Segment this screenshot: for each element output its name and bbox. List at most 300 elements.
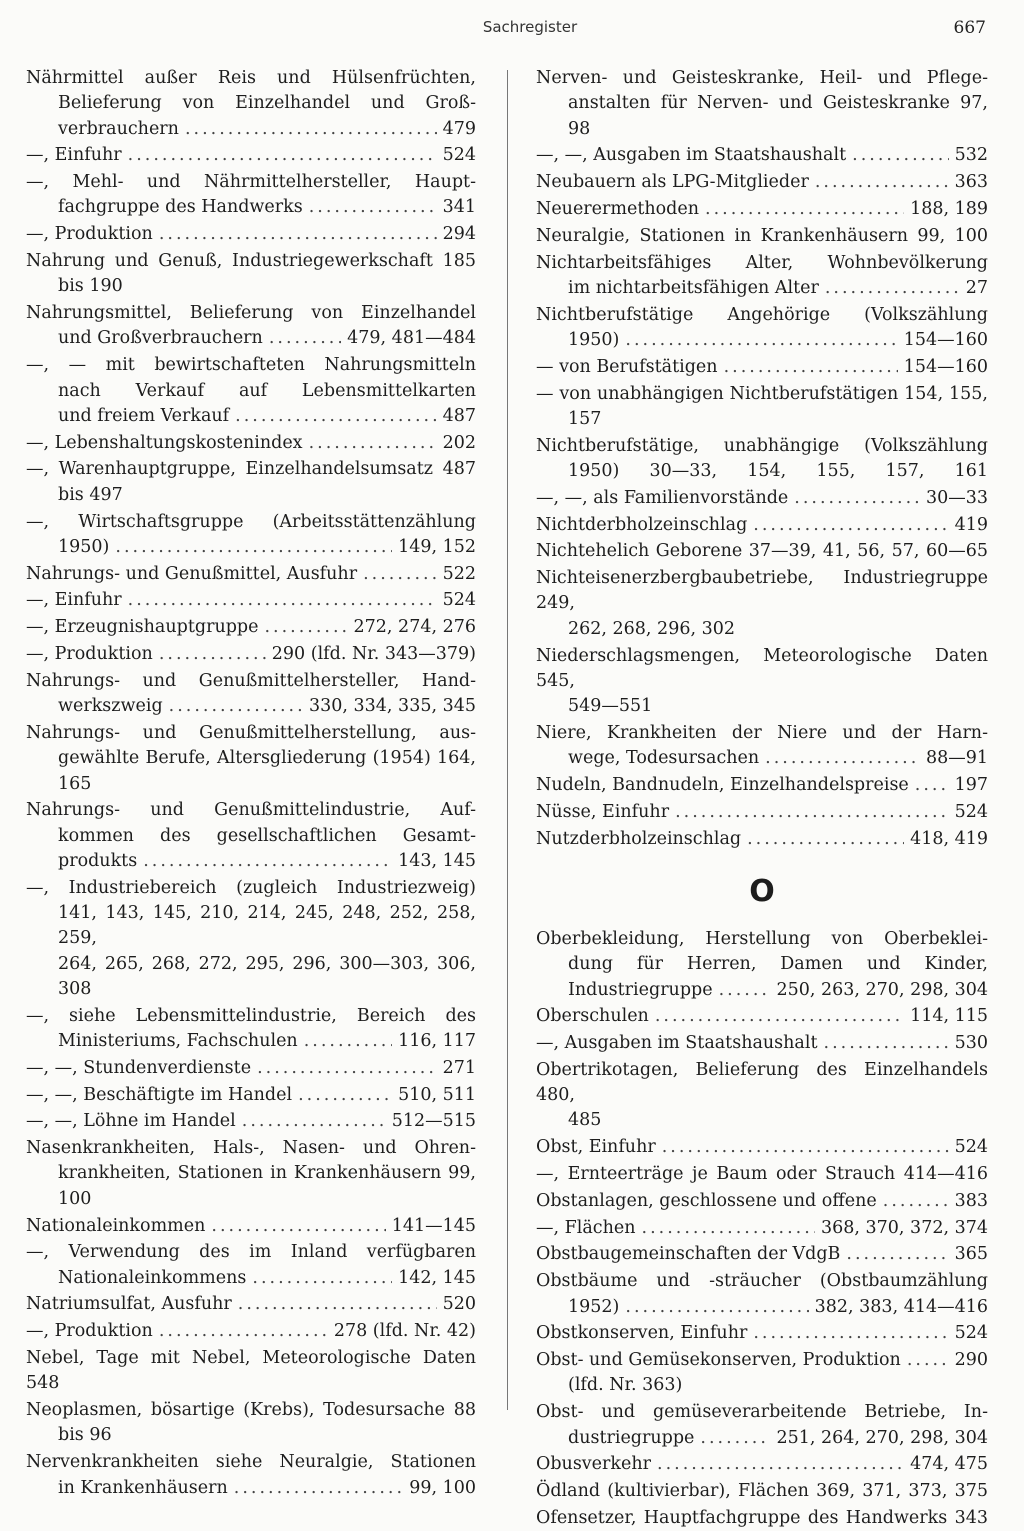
column-divider	[507, 70, 508, 1410]
index-entry	[26, 562, 476, 587]
entry-line-with-pages	[26, 1214, 476, 1239]
entry-text: Obstbaugemeinschaften der VdgB	[536, 1244, 841, 1265]
index-entry	[26, 1136, 476, 1212]
entry-text: bis 190	[58, 276, 123, 297]
entry-text: fachgruppe des Handwerks	[58, 197, 303, 218]
entry-text: Niere, Krankheiten der Niere und der Harn-	[536, 722, 988, 743]
dot-leader	[143, 849, 392, 874]
entry-line-with-pages	[536, 1348, 988, 1373]
entry-text: werkszweig	[58, 696, 163, 717]
entry-text: Ministeriums, Fachschulen	[58, 1030, 298, 1051]
index-entry	[536, 644, 988, 720]
page-references: 418, 419	[910, 828, 988, 849]
index-entry	[26, 143, 476, 168]
entry-text: —, Warenhauptgruppe, Einzelhandelsumsatz 487	[26, 459, 476, 480]
dot-leader	[655, 1004, 904, 1029]
index-entry	[536, 1269, 988, 1320]
entry-text: Obusverkehr	[536, 1454, 652, 1475]
index-entry	[26, 1056, 476, 1081]
index-entry	[26, 1109, 476, 1134]
entry-text: —, Produktion	[26, 224, 153, 245]
entry-text: —, —, Beschäftigte im Handel	[26, 1084, 293, 1105]
dot-leader	[675, 800, 949, 825]
page-references: 290	[954, 1350, 988, 1371]
dot-leader	[915, 773, 949, 798]
dot-leader	[825, 276, 960, 301]
index-entry	[26, 222, 476, 247]
entry-text: krankheiten, Stationen in Krankenhäusern 99,	[58, 1163, 476, 1184]
dot-leader	[309, 195, 437, 220]
index-entry	[536, 1321, 988, 1346]
page-references: 522	[442, 563, 476, 584]
entry-text: Nationaleinkommens	[58, 1267, 247, 1288]
index-entry	[26, 1214, 476, 1239]
page-references: 330, 334, 335, 345	[309, 696, 476, 717]
page-references: 114, 115	[910, 1006, 988, 1027]
page-references: 520	[442, 1294, 476, 1315]
entry-text: dung für Herren, Damen und Kinder,	[568, 954, 988, 975]
entry-line-with-pages	[536, 143, 988, 168]
entry-text: 485	[568, 1110, 602, 1131]
page-references: 510, 511	[398, 1084, 476, 1105]
entry-line-with-pages	[536, 355, 988, 380]
entry-text: — von Berufstätigen	[536, 356, 718, 377]
page-references: 365	[954, 1244, 988, 1265]
dot-leader	[747, 827, 904, 852]
entry-text: —, Ausgaben im Staatshaushalt	[536, 1033, 818, 1054]
left-column	[26, 66, 476, 1501]
entry-line-with-pages	[536, 197, 988, 222]
page-references: 202	[442, 432, 476, 453]
index-entry	[536, 1242, 988, 1267]
entry-text: —, Verwendung des im Inland verfügbaren	[26, 1242, 476, 1263]
entry-text: Neuralgie, Stationen in Krankenhäusern 99, 100	[536, 225, 988, 246]
page-references: 294	[442, 224, 476, 245]
page-references: 154—160	[903, 356, 988, 377]
entry-text: produkts	[58, 850, 138, 871]
index-entry	[536, 827, 988, 852]
entry-line-with-pages	[536, 1216, 988, 1241]
index-entry	[26, 588, 476, 613]
entry-line-with-pages	[536, 746, 988, 771]
entry-line-with-pages	[26, 117, 476, 142]
dot-leader	[128, 588, 437, 613]
entry-text: Nichtehelich Geborene 37—39, 41, 56, 57, 60—65	[536, 541, 988, 562]
entry-text: gewählte Berufe, Altersgliederung (1954) 164,	[58, 748, 476, 769]
entry-line-with-pages	[26, 849, 476, 874]
dot-leader	[907, 1348, 949, 1373]
entry-text: 1950)	[58, 536, 110, 557]
entry-text: —, Ernteerträge je Baum oder Strauch 414—416	[536, 1164, 988, 1185]
index-entry	[26, 642, 476, 667]
dot-leader	[363, 562, 437, 587]
dot-leader	[753, 513, 948, 538]
dot-leader	[794, 486, 920, 511]
entry-text: 1950) 30—33, 154, 155, 157, 161	[568, 460, 988, 481]
dot-leader	[159, 642, 266, 667]
entry-text: in Krankenhäusern	[58, 1477, 228, 1498]
entry-line-with-pages	[26, 1319, 476, 1344]
entry-line-with-pages	[536, 328, 988, 353]
entry-text: —, Wirtschaftsgruppe (Arbeitsstättenzählung	[26, 511, 476, 532]
dot-leader	[234, 1476, 403, 1501]
entry-text: 264, 265, 268, 272, 295, 296, 300—303, 306, 308	[58, 953, 476, 999]
entry-text: Nichtberufstätige, unabhängige (Volkszählung	[536, 435, 988, 456]
index-entry	[536, 1189, 988, 1214]
entry-text: —, Produktion	[26, 644, 153, 665]
index-entry	[536, 434, 988, 485]
dot-leader	[169, 694, 303, 719]
dot-leader	[642, 1216, 816, 1241]
index-entry	[26, 669, 476, 720]
page-references: 99, 100	[409, 1477, 476, 1498]
entry-text: nach Verkauf auf Lebensmittelkarten	[58, 380, 476, 401]
entry-text: Nichtarbeitsfähiges Alter, Wohnbevölkerung	[536, 252, 988, 273]
section-letter-heading: O	[749, 873, 775, 909]
dot-leader	[159, 1319, 328, 1344]
page-references: 368, 370, 372, 374	[821, 1217, 988, 1238]
page-references: 142, 145	[398, 1267, 476, 1288]
entry-text: Nutzderbholzeinschlag	[536, 828, 742, 849]
entry-text: wege, Todesursachen	[568, 748, 760, 769]
index-entry	[536, 1216, 988, 1241]
entry-text: —, — mit bewirtschafteten Nahrungsmitteln	[26, 355, 476, 376]
entry-line-with-pages	[26, 1029, 476, 1054]
page-references: 141—145	[391, 1215, 476, 1236]
entry-text: Obstkonserven, Einfuhr	[536, 1323, 748, 1344]
entry-text: Nervenkrankheiten siehe Neuralgie, Stationen	[26, 1452, 476, 1473]
dot-leader	[235, 404, 436, 429]
index-entry	[26, 1450, 476, 1501]
entry-text: dustriegruppe	[568, 1427, 695, 1448]
page-references: 363	[954, 172, 988, 193]
entry-text: —, Mehl- und Nährmittelhersteller, Haupt-	[26, 172, 476, 193]
entry-text: 165	[58, 773, 92, 794]
entry-line-with-pages	[536, 1004, 988, 1029]
dot-leader	[264, 615, 347, 640]
index-entry	[536, 1058, 988, 1134]
index-entry	[536, 1452, 988, 1477]
entry-text: Nichteisenerzbergbaubetriebe, Industriegruppe 249,	[536, 568, 988, 614]
page-references: 116, 117	[398, 1030, 476, 1051]
entry-line-with-pages	[26, 535, 476, 560]
index-entry	[26, 301, 476, 352]
entry-text: Nasenkrankheiten, Hals-, Nasen- und Ohren-	[26, 1138, 476, 1159]
page-references: 524	[954, 1137, 988, 1158]
page-references: 272, 274, 276	[353, 617, 476, 638]
entry-text: —, Einfuhr	[26, 145, 122, 166]
page-references: 524	[954, 801, 988, 822]
index-entry	[26, 1319, 476, 1344]
index-entry	[26, 457, 476, 508]
index-entry	[26, 170, 476, 221]
entry-text: — von unabhängigen Nichtberufstätigen 154, 155,	[536, 383, 988, 404]
page-references: 149, 152	[398, 536, 476, 557]
dot-leader	[824, 1031, 949, 1056]
page-references: 197	[954, 775, 988, 796]
dot-leader	[185, 117, 437, 142]
entry-text: verbrauchern	[58, 118, 179, 139]
dot-leader	[625, 328, 897, 353]
index-entry	[536, 224, 988, 249]
entry-text: Nahrungs- und Genußmittelindustrie, Auf-	[26, 800, 476, 821]
index-entry	[536, 773, 988, 798]
index-entry	[536, 927, 988, 1003]
entry-text: Belieferung von Einzelhandel und Groß-	[58, 93, 476, 114]
entry-text: Obstbäume und -sträucher (Obstbaumzählung	[536, 1271, 988, 1292]
entry-text: Obst- und Gemüsekonserven, Produktion	[536, 1350, 901, 1371]
index-entry	[26, 721, 476, 797]
index-entry	[536, 1400, 988, 1451]
index-entry	[536, 197, 988, 222]
dot-leader	[159, 222, 437, 247]
index-entry	[26, 1004, 476, 1055]
index-entry	[26, 876, 476, 1002]
index-entry	[26, 353, 476, 429]
page-references: 30—33	[925, 487, 988, 508]
entry-line-with-pages	[26, 694, 476, 719]
index-entry	[536, 566, 988, 642]
dot-leader	[705, 197, 904, 222]
index-entry	[536, 800, 988, 825]
dot-leader	[298, 1083, 392, 1108]
entry-text: Nahrungsmittel, Belieferung von Einzelhandel	[26, 303, 476, 324]
entry-text: anstalten für Nerven- und Geisteskranke 97,	[568, 93, 988, 114]
entry-text: —, Flächen	[536, 1217, 636, 1238]
entry-line-with-pages	[26, 1292, 476, 1317]
page-references: 524	[954, 1323, 988, 1344]
index-entry	[536, 170, 988, 195]
page-header	[0, 14, 1024, 44]
entry-text: 98	[568, 118, 591, 139]
index-entry	[536, 1135, 988, 1160]
page-references: 278 (lfd. Nr. 42)	[333, 1321, 476, 1342]
entry-text: 549—551	[568, 696, 653, 717]
entry-line-with-pages	[26, 404, 476, 429]
entry-line-with-pages	[536, 773, 988, 798]
entry-text: Nudeln, Bandnudeln, Einzelhandelspreise	[536, 775, 909, 796]
dot-leader	[242, 1109, 386, 1134]
entry-line-with-pages	[536, 1135, 988, 1160]
entry-line-with-pages	[26, 143, 476, 168]
entry-line-with-pages	[26, 1056, 476, 1081]
index-entry	[536, 1479, 988, 1504]
index-entry	[536, 1348, 988, 1399]
page-references: 271	[442, 1057, 476, 1078]
entry-line-with-pages	[536, 978, 988, 1003]
index-entry	[536, 1506, 988, 1531]
entry-text: Nahrungs- und Genußmittelherstellung, aus-	[26, 722, 476, 743]
page-references: 474, 475	[910, 1454, 988, 1475]
entry-text: Natriumsulfat, Ausfuhr	[26, 1294, 232, 1315]
index-entry	[26, 249, 476, 300]
n-entries	[536, 66, 988, 852]
dot-leader	[719, 978, 771, 1003]
entry-text: Ofensetzer, Hauptfachgruppe des Handwerks 343	[536, 1507, 988, 1528]
page-references: 479, 481—484	[347, 328, 476, 349]
entry-text: Oberschulen	[536, 1006, 649, 1027]
index-entry	[26, 798, 476, 874]
entry-text: im nichtarbeitsfähigen Alter	[568, 277, 819, 298]
page-references: 88—91	[925, 748, 988, 769]
entry-line-with-pages	[536, 1452, 988, 1477]
entry-text: bis 96	[58, 1425, 112, 1446]
entry-text: Ödland (kultivierbar), Flächen 369, 371, 373, 375	[536, 1481, 988, 1502]
entry-line-with-pages	[536, 1321, 988, 1346]
right-column	[536, 66, 988, 1531]
page-references: 383	[954, 1190, 988, 1211]
page-references: 27	[965, 277, 988, 298]
entry-text: —, —, als Familienvorstände	[536, 487, 789, 508]
page-references: 154—160	[903, 329, 988, 350]
entry-text: Obst, Einfuhr	[536, 1137, 656, 1158]
entry-text: Nüsse, Einfuhr	[536, 801, 670, 822]
o-entries	[536, 927, 988, 1531]
index-entry	[536, 303, 988, 354]
dot-leader	[269, 326, 341, 351]
index-entry	[26, 431, 476, 456]
page-references: 382, 383, 414—416	[814, 1296, 988, 1317]
entry-text: Nationaleinkommen	[26, 1215, 206, 1236]
entry-text: Obstanlagen, geschlossene und offene	[536, 1190, 877, 1211]
index-entry	[26, 1398, 476, 1449]
dot-leader	[115, 535, 392, 560]
entry-text: Neubauern als LPG-Mitglieder	[536, 172, 809, 193]
dot-leader	[662, 1135, 949, 1160]
entry-text: kommen des gesellschaftlichen Gesamt-	[58, 825, 476, 846]
entry-text: —, —, Stundenverdienste	[26, 1057, 252, 1078]
dot-leader	[238, 1292, 437, 1317]
dot-leader	[211, 1214, 385, 1239]
index-entry	[536, 539, 988, 564]
page-references: 479	[442, 118, 476, 139]
index-entry	[26, 1346, 476, 1397]
entry-text: Nebel, Tage mit Nebel, Meteorologische Daten 548	[26, 1348, 476, 1394]
entry-line-with-pages	[26, 326, 476, 351]
entry-text: und Großverbrauchern	[58, 328, 263, 349]
entry-text: 262, 268, 296, 302	[568, 618, 735, 639]
entry-text: Nahrungs- und Genußmittel, Ausfuhr	[26, 563, 358, 584]
index-entry	[536, 513, 988, 538]
entry-line-with-pages	[26, 431, 476, 456]
entry-text: Niederschlagsmengen, Meteorologische Daten 545,	[536, 645, 988, 691]
index-entry	[536, 486, 988, 511]
entry-text: Nahrungs- und Genußmittelhersteller, Hand-	[26, 670, 476, 691]
page-references: 341	[442, 197, 476, 218]
entry-line-with-pages	[536, 1031, 988, 1056]
page-references: 419	[954, 514, 988, 535]
page-references: 524	[442, 590, 476, 611]
entry-text: Neoplasmen, bösartige (Krebs), Todesursache 88	[26, 1400, 476, 1421]
entry-text: —, Einfuhr	[26, 590, 122, 611]
dot-leader	[252, 1266, 392, 1291]
dot-leader	[128, 143, 437, 168]
entry-line-with-pages	[26, 1266, 476, 1291]
page-references: 250, 263, 270, 298, 304	[776, 979, 988, 1000]
page-references: 530	[954, 1033, 988, 1054]
page-references: 532	[954, 145, 988, 166]
dot-leader	[753, 1321, 948, 1346]
entry-line-with-pages	[536, 827, 988, 852]
page-references: 251, 264, 270, 298, 304	[776, 1427, 988, 1448]
entry-line-with-pages	[26, 195, 476, 220]
entry-line-with-pages	[26, 1083, 476, 1108]
entry-line-with-pages	[536, 1242, 988, 1267]
dot-leader	[304, 1029, 392, 1054]
index-entry	[26, 1240, 476, 1291]
running-title: Sachregister	[482, 18, 578, 36]
entry-line-with-pages	[26, 222, 476, 247]
entry-text: —, Produktion	[26, 1321, 153, 1342]
entry-line-with-pages	[536, 1426, 988, 1451]
index-entry	[26, 615, 476, 640]
index-entry	[26, 66, 476, 142]
entry-line-with-pages	[26, 642, 476, 667]
entry-text: Neuerermethoden	[536, 198, 700, 219]
entry-line-with-pages	[536, 1295, 988, 1320]
entry-text: Obertrikotagen, Belieferung des Einzelhandels 480,	[536, 1059, 988, 1106]
entry-line-with-pages	[26, 1476, 476, 1501]
entry-text: (lfd. Nr. 363)	[568, 1375, 683, 1396]
entry-text: —, —, Ausgaben im Staatshaushalt	[536, 145, 847, 166]
dot-leader	[257, 1056, 437, 1081]
entry-text: Nährmittel außer Reis und Hülsenfrüchten,	[26, 68, 476, 88]
index-entry	[536, 355, 988, 380]
page-references: 512—515	[391, 1111, 476, 1132]
entry-text: Oberbekleidung, Herstellung von Oberbeklei-	[536, 928, 988, 949]
entry-text: Nerven- und Geisteskranke, Heil- und Pflege-	[536, 68, 988, 88]
entry-text: —, —, Löhne im Handel	[26, 1111, 236, 1132]
index-entry	[536, 66, 988, 142]
entry-text: —, Industriebereich (zugleich Industriezweig)	[26, 877, 476, 898]
index-entry	[536, 251, 988, 302]
page-references: 188, 189	[910, 198, 988, 219]
index-entry	[26, 1083, 476, 1108]
entry-text: bis 497	[58, 484, 123, 505]
entry-text: Nichtberufstätige Angehörige (Volkszählung	[536, 304, 988, 325]
page-references: 143, 145	[398, 850, 476, 871]
dot-leader	[846, 1242, 948, 1267]
entry-text: und freiem Verkauf	[58, 405, 230, 426]
entry-text: 157	[568, 408, 602, 429]
entry-text: —, Erzeugnishauptgruppe	[26, 617, 259, 638]
entry-line-with-pages	[536, 513, 988, 538]
entry-line-with-pages	[26, 562, 476, 587]
index-entry	[26, 510, 476, 561]
dot-leader	[657, 1452, 904, 1477]
entry-text: Nahrung und Genuß, Industriegewerkschaft 185	[26, 251, 476, 272]
entry-text: —, siehe Lebensmittelindustrie, Bereich des	[26, 1005, 476, 1026]
dot-leader	[815, 170, 949, 195]
dot-leader	[625, 1295, 808, 1320]
entry-line-with-pages	[536, 276, 988, 301]
page-references: 290 (lfd. Nr. 343—379)	[271, 644, 476, 665]
entry-line-with-pages	[26, 1109, 476, 1134]
entry-line-with-pages	[26, 615, 476, 640]
index-entry	[536, 1162, 988, 1187]
entry-line-with-pages	[536, 170, 988, 195]
entry-text: Industriegruppe	[568, 979, 713, 1000]
dot-leader	[852, 143, 948, 168]
index-entry	[536, 382, 988, 433]
entry-text: Nichtderbholzeinschlag	[536, 514, 748, 535]
dot-leader	[724, 355, 898, 380]
dot-leader	[309, 431, 437, 456]
dot-leader	[700, 1426, 770, 1451]
page-number: 667	[953, 18, 986, 38]
dot-leader	[765, 746, 920, 771]
index-entry	[536, 721, 988, 772]
